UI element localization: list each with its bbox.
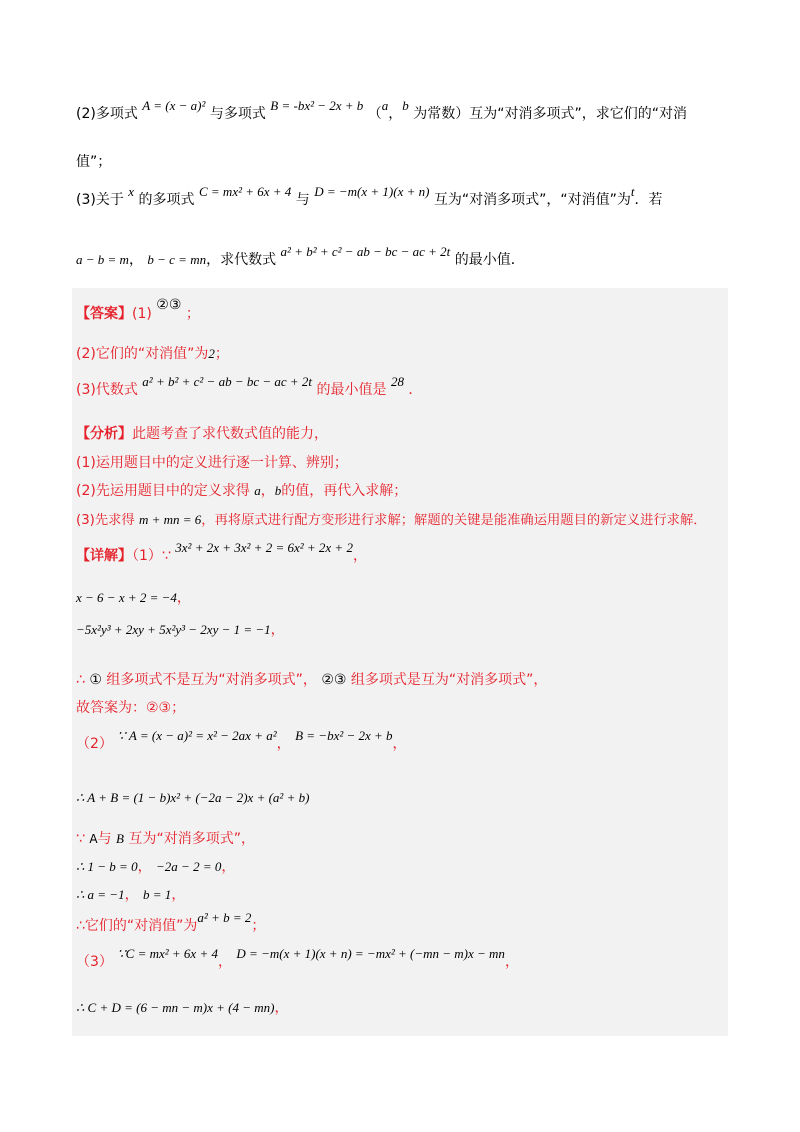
detail-2-comma: ，: [276, 736, 291, 752]
q3-prefix: (3)关于: [76, 192, 124, 208]
q2-comma: ，: [388, 106, 403, 122]
detail-2-expr1: ∵ A = (x − a)² = x² − 2ax + a²: [117, 728, 277, 743]
analysis-p2-b: b: [274, 483, 282, 498]
q3-var-t: t: [630, 184, 635, 199]
q3-tail: 互为“对消多项式”，“对消值”为: [433, 192, 631, 208]
detail-3-expr2: D = −m(x + 1)(x + n) = −mx² + (−mn − m)x − mn: [236, 946, 505, 961]
detail-2-because-a: A: [89, 832, 98, 846]
detail-1-line3-end: ，: [270, 622, 285, 638]
detail-1-line3-expr: −5x²y³ + 2xy + 5x²y³ − 2xy − 1 = −1: [76, 622, 271, 637]
q2-prefix: (2)多项式: [76, 106, 138, 122]
detail-2-because-b: B: [116, 831, 124, 846]
analysis-p2-tail: 的值，再代入求解；: [281, 483, 408, 499]
detail-2-sol-a: ∴ a = −1: [76, 887, 125, 902]
q3-cond-expr: a² + b² + c² − ab − bc − ac + 2t: [280, 244, 451, 259]
analysis-line1: [76, 424, 328, 444]
q3-expr-c: C = mx² + 6x + 4: [198, 184, 292, 199]
detail-2-concl-prefix: ∴它们的“对消值”为: [76, 918, 198, 934]
q3-cond-end: 的最小值．: [454, 252, 525, 268]
detail-1-line2-expr: x − 6 − x + 2 = −4: [76, 590, 177, 605]
detail-1-therefore: ∴: [76, 672, 85, 688]
detail-2-conclusion: [76, 910, 266, 936]
detail-2-because-tail: 互为“对消多项式”，: [128, 831, 255, 847]
detail-3-sum-expr: ∴ C + D = (6 − mn − m)x + (4 − mn): [76, 1000, 275, 1015]
detail-1-line2: [76, 588, 191, 608]
q3-cond2: b − c = mn: [147, 252, 207, 267]
answer-1-value: ②③: [156, 297, 182, 313]
detail-3-sum-end: ，: [274, 1000, 289, 1016]
answer-3-prefix: (3)代数式: [76, 382, 138, 398]
detail-1-concl-tail: 组多项式是互为“对消多项式”，: [350, 672, 548, 688]
detail-2-because-sym: ∵: [76, 831, 85, 847]
detail-2-sum: [76, 788, 309, 808]
q2-expr-a: A = (x − a)²: [142, 98, 206, 113]
detail-1-circle-23: ②③: [321, 672, 347, 688]
question-3-line2: [76, 244, 525, 270]
question-2-line1: [76, 98, 687, 124]
analysis-p3-expr: m + mn = 6: [138, 512, 202, 527]
detail-1-end: ，: [352, 548, 367, 564]
q3-expr-d: D = −m(x + 1)(x + n): [314, 184, 430, 199]
answer-2-text: (2)它们的“对消值”为: [76, 346, 209, 362]
analysis-p3-prefix: (3)先求得: [76, 513, 135, 528]
detail-2-solution: [76, 885, 185, 905]
answer-3-value: 28: [390, 374, 404, 389]
detail-3-line1: [76, 946, 519, 972]
detail-2-sol-b: b = 1: [143, 887, 172, 902]
analysis-p1: (1)运用题目中的定义进行逐一计算、辨别；: [76, 455, 348, 471]
q2-mid: 与多项式: [209, 106, 266, 122]
detail-2-end: ，: [392, 736, 407, 752]
detail-2-eq2: −2a − 2 = 0: [156, 859, 222, 874]
q2-tail: 为常数）互为“对消多项式”，求它们的“对消: [413, 106, 687, 122]
detail-2-eq-end: ，: [221, 859, 236, 875]
q3-tail-end: ．若: [634, 192, 663, 208]
analysis-p3: [76, 510, 707, 531]
detail-3-sum: [76, 998, 288, 1018]
detail-1-conclusion: [76, 670, 547, 690]
answer-2-end: ；: [214, 346, 229, 362]
detail-label: 【详解】: [76, 548, 132, 564]
detail-2-sum-expr: ∴ A + B = (1 − b)x² + (−2a − 2)x + (a² + b): [76, 790, 310, 805]
detail-2-because-mid: 与: [97, 831, 112, 847]
detail-2-concl-expr: a² + b = 2: [197, 910, 252, 925]
detail-2-concl-end: ；: [251, 918, 266, 934]
q3-mid1: 的多项式: [138, 192, 195, 208]
detail-3-prefix: （3）: [76, 954, 113, 970]
detail-2-expr2: B = −bx² − 2x + b: [295, 728, 393, 743]
question-3-line1: [76, 184, 663, 210]
analysis-label: 【分析】: [76, 426, 132, 442]
detail-2-line1: [76, 728, 407, 754]
answer-line1: [76, 297, 200, 324]
answer-line2: [76, 344, 229, 364]
q3-mid2: 与: [295, 192, 310, 208]
answer-1-end: ；: [185, 306, 200, 322]
q2-var-a: a: [381, 98, 389, 113]
analysis-p2: [76, 481, 407, 501]
detail-2-sol-end: ，: [171, 887, 186, 903]
detail-2-prefix: （2）: [76, 736, 113, 752]
q3-var-x: x: [128, 184, 135, 199]
detail-1-expr: 3x² + 2x + 3x² + 2 = 6x² + 2x + 2: [175, 540, 353, 555]
detail-2-equations: [76, 857, 235, 877]
answer-line3: [76, 374, 423, 400]
detail-1-answer: 故答案为：②③；: [76, 700, 186, 716]
detail-3-expr1: ∵C = mx² + 6x + 4: [117, 946, 218, 961]
analysis-p2-prefix: (2)先运用题目中的定义求得: [76, 483, 250, 499]
detail-2-eq1: ∴ 1 − b = 0: [76, 859, 138, 874]
answer-label: 【答案】: [76, 306, 132, 322]
detail-1-prefix: （1）∵: [132, 548, 171, 564]
q2-var-b: b: [402, 98, 409, 113]
analysis-p2-comma: ，: [260, 483, 275, 499]
answer-1-prefix: (1): [132, 306, 152, 322]
detail-1-circle-1: ①: [89, 672, 102, 688]
answer-3-mid: 的最小值是: [316, 382, 387, 398]
detail-1-line2-end: ，: [176, 590, 191, 606]
detail-1-line3: [76, 620, 285, 640]
q2-paren: （: [367, 106, 382, 122]
analysis-p3-tail: ，再将原式进行配方变形进行求解；解题的关键是能准确运用题目的新定义进行求解．: [201, 513, 707, 528]
detail-2-eq-comma: ，: [137, 859, 152, 875]
detail-3-end: ，: [504, 954, 519, 970]
analysis-p2-a: a: [254, 483, 261, 498]
detail-1-concl-mid: 组多项式不是互为“对消多项式”，: [106, 672, 317, 688]
detail-2-sol-comma: ，: [124, 887, 139, 903]
q3-cond1: a − b = m: [76, 252, 129, 267]
answer-3-end: ．: [408, 382, 423, 398]
detail-1-line1: [76, 540, 367, 566]
answer-3-expr: a² + b² + c² − ab − bc − ac + 2t: [142, 374, 313, 389]
analysis-intro: 此题考查了求代数式值的能力，: [132, 426, 328, 442]
q3-cond-comma: ，: [128, 252, 143, 268]
q3-cond-mid: ，求代数式: [206, 252, 277, 268]
detail-3-comma: ，: [217, 954, 232, 970]
answer-2-value: 2: [208, 346, 215, 361]
q2-expr-b: B = -bx² − 2x + b: [270, 98, 364, 113]
detail-2-because: [76, 829, 255, 849]
question-2-line2: 值”；: [76, 154, 112, 170]
